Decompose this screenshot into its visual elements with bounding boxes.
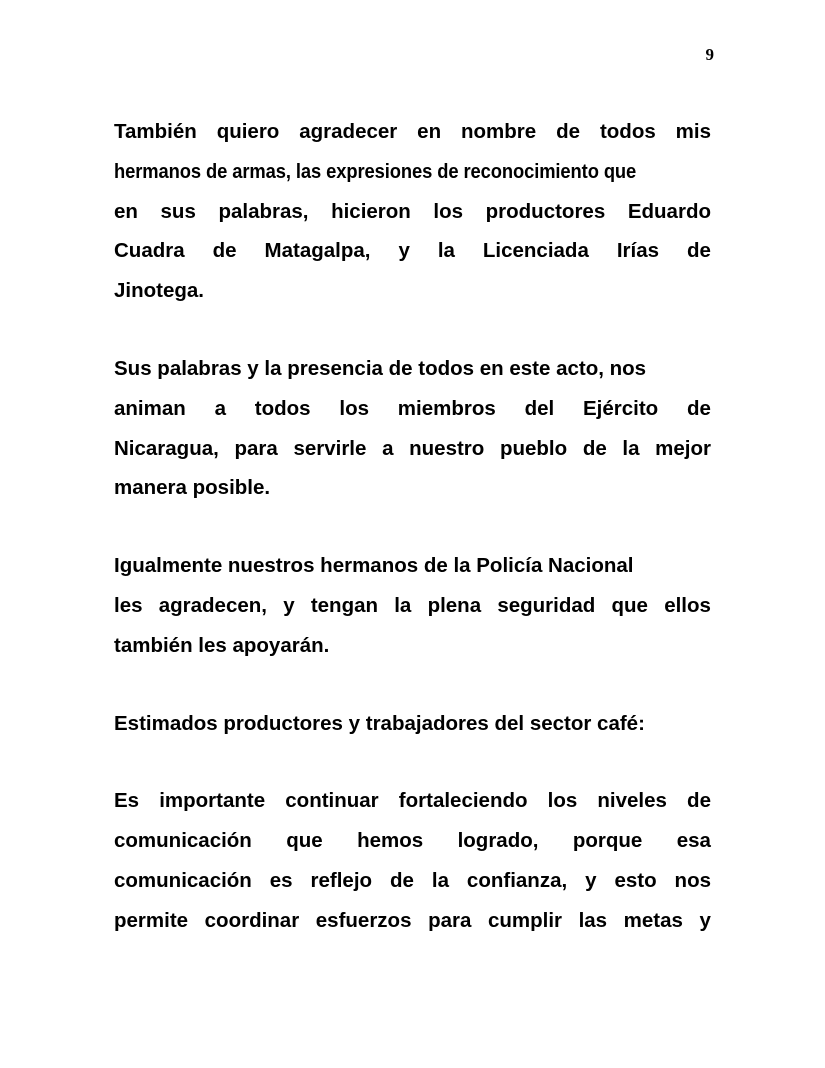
word: Licenciada <box>482 239 589 263</box>
text-line: Sus palabras y la presencia de todos en este acto, nos <box>114 356 647 380</box>
word: la <box>431 868 449 892</box>
text-line <box>114 781 711 821</box>
word: animan <box>114 396 186 420</box>
word: y <box>585 868 597 892</box>
text-line <box>114 429 711 469</box>
paragraph-5 <box>114 781 711 940</box>
word: hemos <box>357 829 424 853</box>
word: seguridad <box>497 593 596 617</box>
word: Cuadra <box>114 239 185 263</box>
word: Nicaragua, <box>114 436 219 460</box>
word: mejor <box>655 436 711 460</box>
text-line <box>114 901 711 941</box>
text-line <box>114 152 711 192</box>
word: y <box>699 908 711 932</box>
word: esa <box>676 829 711 853</box>
word: de <box>390 868 414 892</box>
word: nombre <box>461 120 537 143</box>
word: reflejo <box>310 868 373 892</box>
word: metas <box>623 908 683 932</box>
word: Eduardo <box>627 199 711 223</box>
word: todos <box>254 396 311 420</box>
paragraph-3 <box>114 546 711 665</box>
word: es <box>269 868 293 892</box>
word: productores <box>485 199 606 223</box>
word: nuestro <box>409 436 485 460</box>
word: esto <box>614 868 657 892</box>
page-number: 9 <box>705 45 714 64</box>
text-line: Jinotega. <box>114 279 204 303</box>
word: y <box>283 593 295 617</box>
word: importante <box>159 789 266 813</box>
word: la <box>394 593 412 617</box>
text-line <box>114 389 711 429</box>
word: coordinar <box>204 908 300 932</box>
word: comunicación <box>114 868 252 892</box>
word: a <box>214 396 226 420</box>
word: hicieron <box>331 199 411 223</box>
word: palabras, <box>218 199 309 223</box>
word: del <box>524 396 555 420</box>
text-line: también les apoyarán. <box>114 633 330 657</box>
word: de <box>212 239 237 263</box>
word: comunicación <box>114 829 252 853</box>
word: Ejército <box>583 396 659 420</box>
word: que <box>611 593 648 617</box>
word: agradecer <box>299 120 398 143</box>
word: porque <box>572 829 643 853</box>
document-body <box>114 112 711 979</box>
word: las <box>578 908 608 932</box>
word: Irías <box>616 239 659 263</box>
word: de <box>582 436 607 460</box>
word: para <box>234 436 278 460</box>
word: quiero <box>216 120 280 143</box>
word: tengan <box>310 593 379 617</box>
word: Matagalpa, <box>264 239 371 263</box>
text-line <box>114 231 711 271</box>
word: servirle <box>293 436 367 460</box>
word: todos <box>599 120 656 143</box>
word: continuar <box>285 789 379 813</box>
word: sus <box>160 199 196 223</box>
paragraph-4 <box>114 704 711 744</box>
text-line <box>114 586 711 626</box>
text-line: manera posible. <box>114 476 271 500</box>
text-line: Igualmente nuestros hermanos de la Policía Nacional <box>114 554 634 578</box>
text-line <box>114 821 711 861</box>
word: en <box>114 199 138 223</box>
text-line: Estimados productores y trabajadores del sector café: <box>114 711 645 735</box>
word: a <box>382 436 394 460</box>
text-line <box>114 192 711 232</box>
word: niveles <box>597 789 667 813</box>
word: la <box>437 239 455 263</box>
word: de <box>686 239 711 263</box>
word: confianza, <box>466 868 568 892</box>
word: los <box>433 199 464 223</box>
word: los <box>339 396 369 420</box>
text-line <box>114 861 711 901</box>
word: de <box>687 789 711 813</box>
word: fortaleciendo <box>398 789 528 813</box>
word: los <box>547 789 578 813</box>
text-line <box>114 112 711 152</box>
word: Es <box>114 789 140 813</box>
word: ellos <box>664 593 711 617</box>
word: miembros <box>397 396 496 420</box>
paragraph-2 <box>114 349 711 508</box>
text-line-condensed: hermanos de armas, las expresiones de reconocimiento que <box>114 159 637 183</box>
word: permite <box>114 908 189 932</box>
word: de <box>556 120 581 143</box>
word: plena <box>427 593 482 617</box>
word: para <box>428 908 472 932</box>
word: les <box>114 593 143 617</box>
word: de <box>687 396 711 420</box>
word: la <box>622 436 640 460</box>
word: pueblo <box>499 436 568 460</box>
word: esfuerzos <box>315 908 412 932</box>
word: nos <box>674 868 711 892</box>
word: y <box>398 239 410 263</box>
word: logrado, <box>457 829 539 853</box>
word: en <box>417 120 442 143</box>
word: mis <box>675 120 711 143</box>
word: agradecen, <box>158 593 267 617</box>
word: que <box>286 829 323 853</box>
word: También <box>114 120 197 143</box>
word: cumplir <box>487 908 562 932</box>
paragraph-1 <box>114 112 711 311</box>
